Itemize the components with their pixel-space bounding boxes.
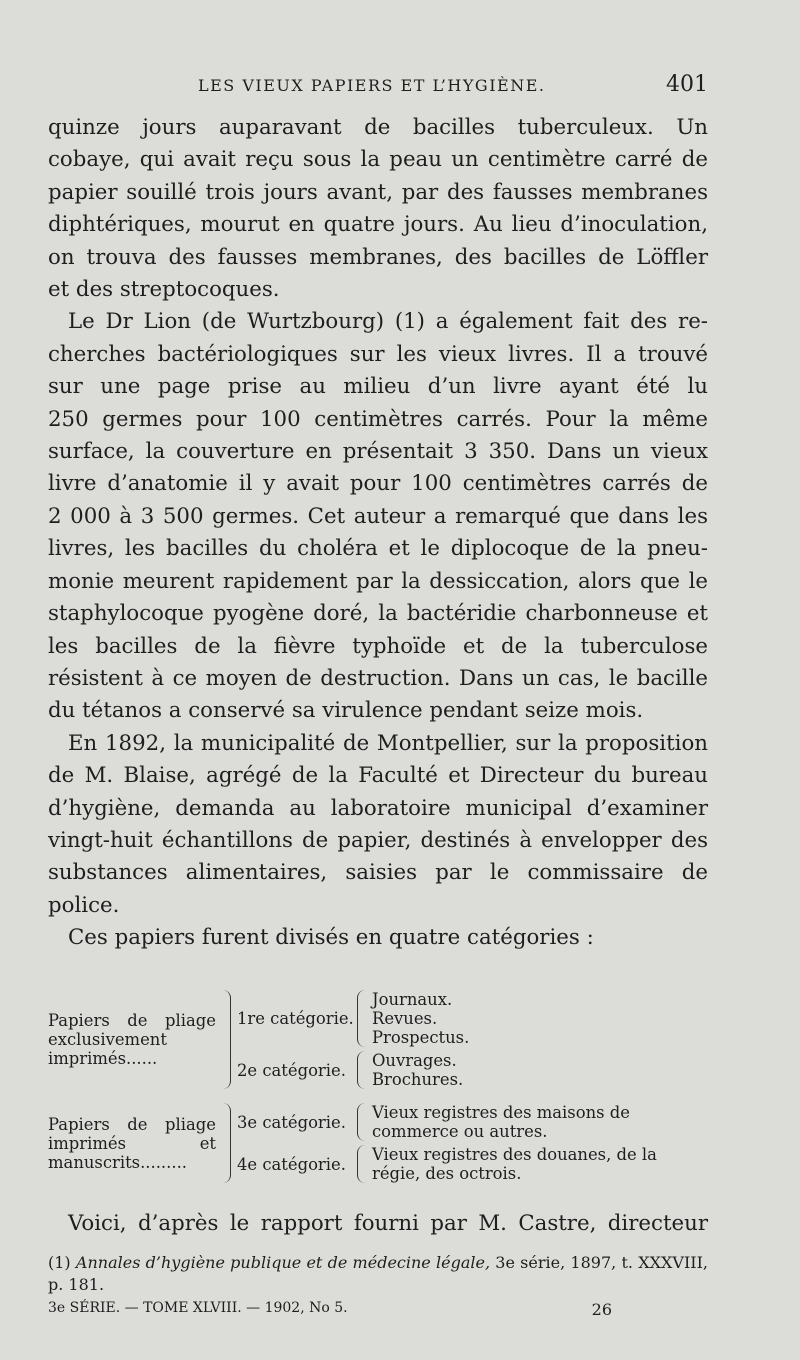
category-item: Vieux registres des maisons de commerce ou autres. [372, 1103, 630, 1141]
group-label: Papiers de pliage exclusivement imprimés...... [48, 1011, 216, 1068]
footnote [48, 1252, 708, 1296]
category-item: Journaux. [372, 990, 453, 1009]
text-line: surface, la couverture en présentait 3 350. Dans un vieux [48, 439, 708, 465]
category-list [237, 990, 707, 1089]
footnote-marker: (1) [48, 1253, 71, 1272]
text-line: Ces papiers furent divisés en quatre catégories : [68, 925, 594, 951]
category-items [372, 1051, 702, 1089]
text-line: d’hygiène, demanda au laboratoire municipal d’examiner [48, 795, 708, 821]
page-header [48, 72, 708, 106]
text-line: diphtériques, mourut en quatre jours. Au lieu d’inoculation, [48, 212, 708, 238]
text-line: résistent à ce moyen de destruction. Dans un cas, le bacille [48, 665, 708, 691]
category-items [372, 990, 702, 1047]
footnote-title: Annales d’hygiène publique et de médecine légale, [75, 1253, 491, 1272]
category-name: 4e catégorie. [237, 1154, 346, 1174]
category-name: 3e catégorie. [237, 1112, 346, 1132]
category-row [237, 990, 707, 1047]
last-line: Voici, d’après le rapport fourni par M. Castre, directeur [68, 1211, 708, 1236]
text-line: substances alimentaires, saisies par le commissaire de [48, 860, 708, 886]
category-table [48, 990, 708, 1183]
text-line: livres, les bacilles du choléra et le diplocoque de la pneu- [48, 536, 708, 562]
text-line: papier souillé trois jours avant, par des fausses membranes [48, 179, 708, 205]
running-title: LES VIEUX PAPIERS ET L’HYGIÈNE. [198, 76, 546, 95]
category-list [237, 1103, 707, 1183]
text-line: En 1892, la municipalité de Montpellier, sur la proposition [68, 730, 708, 756]
category-item: Revues. [372, 1009, 438, 1028]
text-line: police. [48, 892, 120, 918]
text-line: staphylocoque pyogène doré, la bactéridie charbonneuse et [48, 601, 708, 627]
category-item: Prospectus. [372, 1028, 470, 1047]
brace [222, 1103, 231, 1183]
brace [357, 1051, 366, 1089]
text-line: on trouva des fausses membranes, des bacilles de Löffler [48, 244, 708, 270]
text-line: quinze jours auparavant de bacilles tuberculeux. Un [48, 115, 708, 140]
footnote-rest: 3e série, 1897, t. XXXVIII, p. 181. [48, 1253, 708, 1294]
category-row [237, 1145, 707, 1183]
text-line: cobaye, qui avait reçu sous la peau un centimètre carré de [48, 147, 708, 173]
category-item: Vieux registres des douanes, de la régie, des octrois. [372, 1145, 657, 1183]
text-line: livre d’anatomie il y avait pour 100 centimètres carrés de [48, 471, 708, 497]
text-line: 2 000 à 3 500 germes. Cet auteur a remarqué que dans les [48, 503, 708, 529]
text-line: de M. Blaise, agrégé de la Faculté et Directeur du bureau [48, 763, 708, 789]
category-group [48, 990, 708, 1089]
text-line: vingt-huit échantillons de papier, destinés à envelopper des [48, 827, 708, 853]
text-line: 250 germes pour 100 centimètres carrés. Pour la même [48, 406, 708, 432]
text-line: les bacilles de la fièvre typhoïde et de la tuberculose [48, 633, 708, 659]
category-items [372, 1145, 702, 1183]
series-info: 3e SÉRIE. — TOME XLVIII. — 1902, No 5. [48, 1300, 348, 1316]
category-items [372, 1103, 702, 1141]
brace [357, 1103, 366, 1141]
signature-mark: 26 [591, 1300, 612, 1319]
category-item: Ouvrages. [372, 1051, 457, 1070]
category-group [48, 1103, 708, 1183]
category-name: 2e catégorie. [237, 1060, 346, 1080]
group-label: Papiers de pliage imprimés et manuscrits......... [48, 1114, 216, 1172]
text-line: sur une page prise au milieu d’un livre ayant été lu [48, 374, 708, 400]
category-row [237, 1103, 707, 1141]
text-line: monie meurent rapidement par la dessiccation, alors que le [48, 568, 708, 594]
page-footer [48, 1300, 708, 1319]
category-name: 1re catégorie. [237, 1009, 354, 1028]
brace [357, 990, 366, 1047]
category-row [237, 1051, 707, 1089]
text-line: cherches bactériologiques sur les vieux livres. Il a trouvé [48, 341, 708, 367]
page-number: 401 [666, 72, 708, 97]
brace [222, 990, 231, 1089]
text-line: Le Dr Lion (de Wurtzbourg) (1) a également fait des re- [68, 309, 708, 335]
brace [357, 1145, 366, 1183]
category-item: Brochures. [372, 1070, 464, 1089]
body-text [48, 112, 708, 955]
text-line: et des streptocoques. [48, 277, 280, 303]
text-line: du tétanos a conservé sa virulence pendant seize mois. [48, 698, 644, 724]
